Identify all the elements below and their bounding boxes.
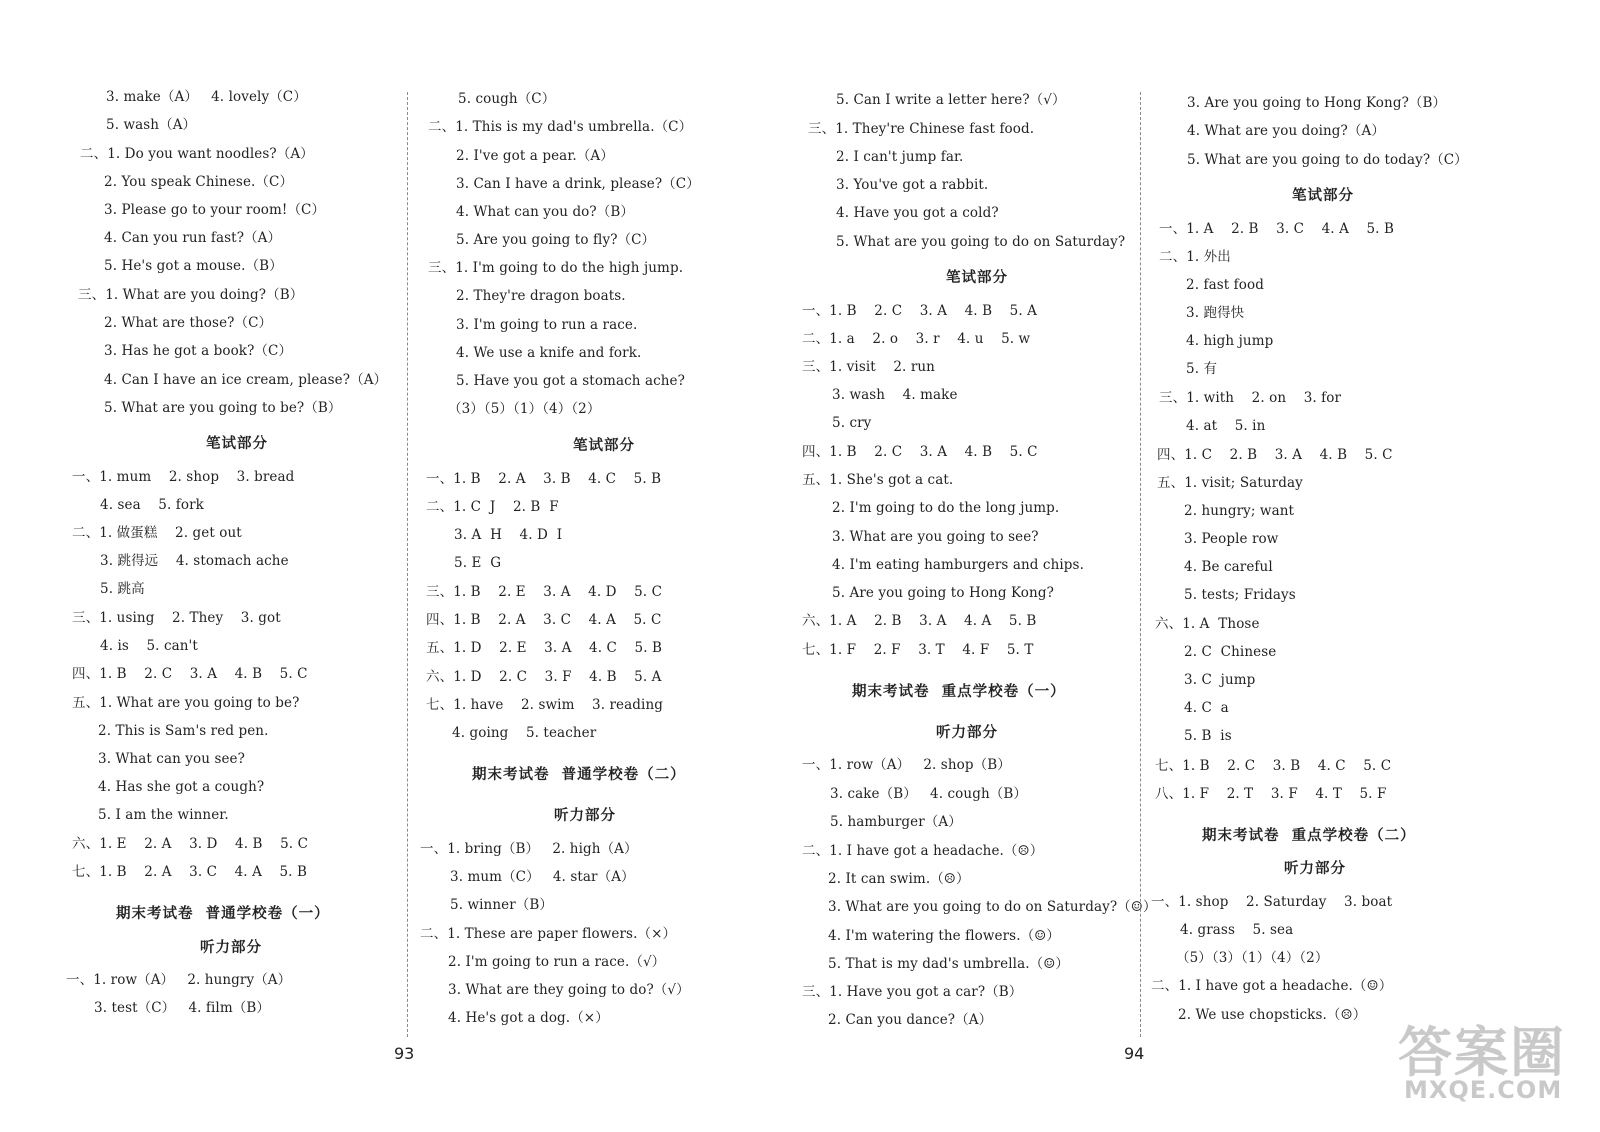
answer-line: 4. Can I have an ice cream, please?（A） [104,372,388,388]
answer-line: 2. What are those?（C） [104,315,273,331]
answer-line: 一、1. shop 2. Saturday 3. boat [1151,894,1393,910]
answer-line: 二、1. 外出 [1159,249,1231,265]
watermark-logo [1398,1010,1593,1110]
answer-line: 二、1. I have got a headache.（☹） [802,843,1044,859]
exam-title: 期末考试卷 重点学校卷（二） [1202,827,1416,844]
answer-line: 五、1. What are you going to be? [72,695,300,711]
answer-line: 2. fast food [1186,277,1264,293]
answer-line: 3. mum（C） 4. star（A） [450,869,635,885]
answer-line: 3. I'm going to run a race. [456,317,638,333]
answer-line: 3. What are you going to see? [832,529,1039,545]
answer-line: 5. E G [454,555,502,571]
exam-title: 期末考试卷 重点学校卷（一） [852,683,1066,700]
answer-line: 三、1. with 2. on 3. for [1159,390,1342,406]
answer-line: 5. cry [832,415,872,431]
answer-line: 七、1. F 2. F 3. T 4. F 5. T [802,642,1034,658]
section-heading: 笔试部分 [206,435,268,452]
answer-line: 4. He's got a dog.（×） [448,1010,609,1026]
answer-line: 八、1. F 2. T 3. F 4. T 5. F [1155,786,1387,802]
answer-line: 4. grass 5. sea [1180,922,1294,938]
answer-line: 5. I am the winner. [98,807,229,823]
answer-line: 三、1. using 2. They 3. got [72,610,281,626]
watermark-url: MXQE.COM [1404,1076,1563,1104]
answer-line: 三、1. visit 2. run [802,359,935,375]
answer-line: 四、1. B 2. A 3. C 4. A 5. C [426,612,662,628]
answer-line: 三、1. Have you got a car?（B） [802,984,1023,1000]
answer-line: 五、1. She's got a cat. [802,472,954,488]
answer-line: 二、1. a 2. o 3. r 4. u 5. w [802,331,1031,347]
section-heading: 笔试部分 [573,437,635,454]
answer-line: 5. Can I write a letter here?（√） [836,92,1066,108]
answer-line: 二、1. 做蛋糕 2. get out [72,525,242,541]
answer-line: 5. What are you going to do today?（C） [1187,152,1468,168]
answer-line: 3. What can you see? [98,751,245,767]
answer-line: 4. I'm eating hamburgers and chips. [832,557,1084,573]
answer-line: 4. We use a knife and fork. [456,345,642,361]
answer-line: 2. This is Sam's red pen. [98,723,269,739]
answer-line: 5. That is my dad's umbrella.（☺） [828,956,1070,972]
answer-line: 3. Are you going to Hong Kong?（B） [1187,95,1447,111]
answer-line: 2. They're dragon boats. [456,288,626,304]
answer-line: （5）（3）（1）（4）（2） [1176,950,1329,966]
answer-line: 3. cake（B） 4. cough（B） [830,786,1027,802]
answer-line: 5. Are you going to fly?（C） [456,232,656,248]
section-heading: 笔试部分 [946,269,1008,286]
answer-line: 2. hungry; want [1184,503,1295,519]
answer-line: 4. I'm watering the flowers.（☺） [828,928,1060,944]
answer-line: 七、1. B 2. C 3. B 4. C 5. C [1155,758,1392,774]
answer-line: 3. test（C） 4. film（B） [94,1000,270,1016]
answer-line: 5. cough（C） [458,91,556,107]
answer-line: 2. C Chinese [1184,644,1277,660]
answer-line: 5. tests; Fridays [1184,587,1296,603]
page-number-left: 93 [394,1044,415,1063]
answer-line: 2. I'm going to run a race.（√） [448,954,666,970]
answer-line: 5. hamburger（A） [830,814,962,830]
answer-line: 七、1. B 2. A 3. C 4. A 5. B [72,864,307,880]
answer-line: 5. What are you going to do on Saturday? [836,234,1126,250]
answer-line: 六、1. A Those [1155,616,1260,632]
column-divider [407,92,408,1037]
answer-line: 一、1. B 2. C 3. A 4. B 5. A [802,303,1037,319]
watermark-text: 答案圈 [1398,1021,1566,1084]
answer-line: 3. You've got a rabbit. [836,177,989,193]
answer-line: 5. Are you going to Hong Kong? [832,585,1054,601]
answer-line: 3. Has he got a book?（C） [104,343,293,359]
answer-line: 2. I've got a pear.（A） [456,148,614,164]
answer-line: 2. We use chopsticks.（☹） [1178,1007,1367,1023]
answer-line: 五、1. D 2. E 3. A 4. C 5. B [426,640,662,656]
answer-line: 5. winner（B） [450,897,553,913]
answer-line: 4. Have you got a cold? [836,205,999,221]
answer-line: 5. B is [1184,728,1232,744]
answer-line: 4. is 5. can't [100,638,198,654]
column-divider [1140,92,1141,1037]
answer-line: 3. make（A） 4. lovely（C） [106,89,307,105]
answer-line: 4. What can you do?（B） [456,204,634,220]
answer-line: 3. A H 4. D I [454,527,563,543]
answer-line: 3. 跑得快 [1186,305,1245,321]
answer-line: （3）（5）（1）（4）（2） [448,401,601,417]
answer-line: 3. Please go to your room!（C） [104,202,326,218]
answer-line: 二、1. I have got a headache.（☺） [1151,978,1393,994]
answer-line: 二、1. This is my dad's umbrella.（C） [428,119,693,135]
answer-line: 5. What are you going to be?（B） [104,400,342,416]
section-heading: 听力部分 [936,724,998,741]
answer-line: 六、1. A 2. B 3. A 4. A 5. B [802,613,1037,629]
answer-line: 二、1. Do you want noodles?（A） [80,146,314,162]
answer-line: 4. going 5. teacher [452,725,597,741]
answer-line: 5. Have you got a stomach ache? [456,373,685,389]
answer-line: 二、1. C J 2. B F [426,499,559,515]
answer-line: 4. C a [1184,700,1229,716]
answer-line: 2. Can you dance?（A） [828,1012,993,1028]
answer-line: 4. What are you doing?（A） [1187,123,1385,139]
answer-line: 4. high jump [1186,333,1274,349]
answer-line: 3. wash 4. make [832,387,958,403]
answer-line: 七、1. have 2. swim 3. reading [426,697,663,713]
answer-line: 四、1. C 2. B 3. A 4. B 5. C [1157,447,1393,463]
answer-line: 一、1. row（A） 2. shop（B） [802,757,1011,773]
answer-line: 二、1. These are paper flowers.（×） [420,926,677,942]
answer-line: 2. I'm going to do the long jump. [832,500,1060,516]
answer-line: 一、1. B 2. A 3. B 4. C 5. B [426,471,662,487]
section-heading: 听力部分 [554,807,616,824]
answer-line: 三、1. B 2. E 3. A 4. D 5. C [426,584,662,600]
answer-line: 四、1. B 2. C 3. A 4. B 5. C [72,666,308,682]
exam-title: 期末考试卷 普通学校卷（二） [472,766,686,783]
answer-line: 六、1. E 2. A 3. D 4. B 5. C [72,836,308,852]
answer-line: 3. C jump [1184,672,1256,688]
answer-line: 5. He's got a mouse.（B） [104,258,283,274]
answer-line: 2. I can't jump far. [836,149,964,165]
answer-line: 一、1. bring（B） 2. high（A） [420,841,638,857]
answer-line: 4. at 5. in [1186,418,1266,434]
answer-line: 3. What are they going to do?（√） [448,982,690,998]
answer-line: 4. sea 5. fork [100,497,204,513]
answer-line: 三、1. I'm going to do the high jump. [428,260,684,276]
answer-line: 5. 有 [1186,361,1218,377]
answer-line: 3. What are you going to do on Saturday?（☺） [828,899,1157,915]
answer-line: 5. 跳高 [100,581,145,597]
answer-line: 3. 跳得远 4. stomach ache [100,553,289,569]
answer-line: 五、1. visit; Saturday [1157,475,1303,491]
answer-line: 4. Has she got a cough? [98,779,265,795]
page-number-right: 94 [1124,1044,1145,1063]
answer-line: 3. Can I have a drink, please?（C） [456,176,700,192]
answer-line: 六、1. D 2. C 3. F 4. B 5. A [426,669,662,685]
answer-line: 一、1. row（A） 2. hungry（A） [66,972,292,988]
answer-line: 三、1. They're Chinese fast food. [808,121,1035,137]
answer-line: 2. It can swim.（☹） [828,871,970,887]
answer-line: 一、1. mum 2. shop 3. bread [72,469,295,485]
section-heading: 听力部分 [200,939,262,956]
section-heading: 笔试部分 [1292,187,1354,204]
answer-line: 2. You speak Chinese.（C） [104,174,294,190]
answer-line: 4. Be careful [1184,559,1273,575]
answer-line: 4. Can you run fast?（A） [104,230,282,246]
section-heading: 听力部分 [1284,860,1346,877]
answer-line: 三、1. What are you doing?（B） [78,287,304,303]
answer-line: 3. People row [1184,531,1279,547]
exam-title: 期末考试卷 普通学校卷（一） [116,905,330,922]
answer-line: 四、1. B 2. C 3. A 4. B 5. C [802,444,1038,460]
answer-line: 一、1. A 2. B 3. C 4. A 5. B [1159,221,1394,237]
answer-line: 5. wash（A） [106,117,197,133]
